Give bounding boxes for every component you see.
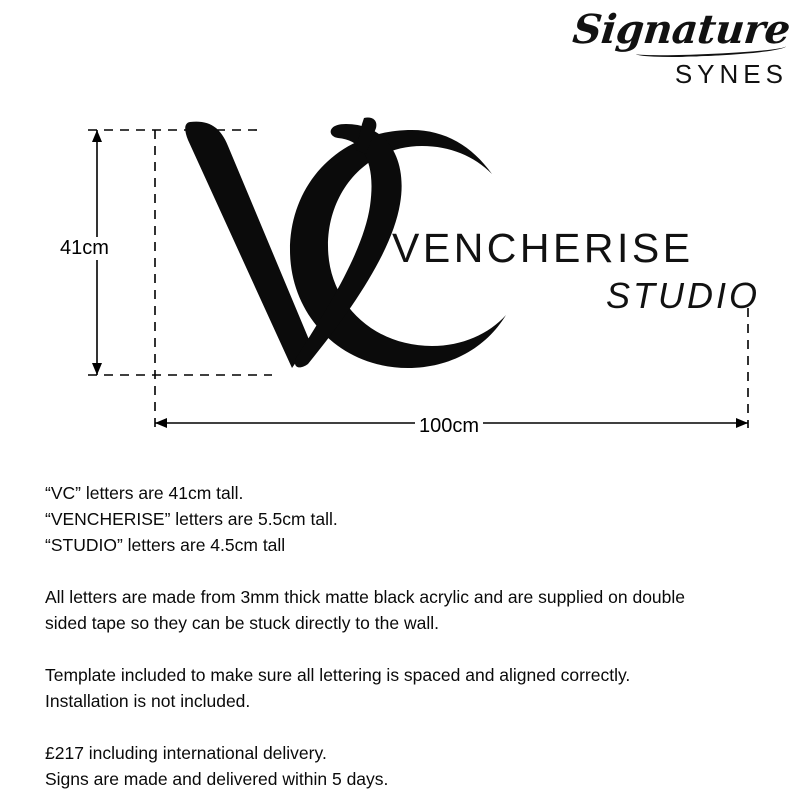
spacer-1 (45, 558, 765, 584)
description-line-9: Signs are made and delivered within 5 days. (45, 769, 389, 789)
description-line-4: All letters are made from 3mm thick matte black acrylic and are supplied on double (45, 587, 686, 607)
width-dimension-label: 100cm (415, 415, 483, 438)
description-line-7: Installation is not included. (45, 691, 251, 711)
logo-wordmark (392, 225, 762, 317)
spacer-2 (45, 636, 765, 662)
brand-logo (570, 6, 793, 89)
brand-signature-text: Signature (570, 6, 793, 53)
description-line-8: £217 including international delivery. (45, 743, 327, 763)
description-line-1: “VC” letters are 41cm tall. (45, 483, 244, 503)
wordmark-studio: STUDIO (605, 275, 760, 316)
dimension-diagram (0, 110, 808, 460)
description-line-3: “STUDIO” letters are 4.5cm tall (45, 535, 286, 555)
brand-synes-text: SYNES (674, 59, 788, 89)
description-line-5: sided tape so they can be stuck directly to the wall. (45, 613, 439, 633)
wordmark-vencherise: VENCHERISE (392, 225, 694, 271)
description-line-6: Template included to make sure all lettering is spaced and aligned correctly. (45, 665, 631, 685)
height-dimension-label: 41cm (56, 237, 113, 260)
description-line-2: “VENCHERISE” letters are 5.5cm tall. (45, 509, 338, 529)
product-description (45, 480, 765, 792)
spacer-3 (45, 714, 765, 740)
